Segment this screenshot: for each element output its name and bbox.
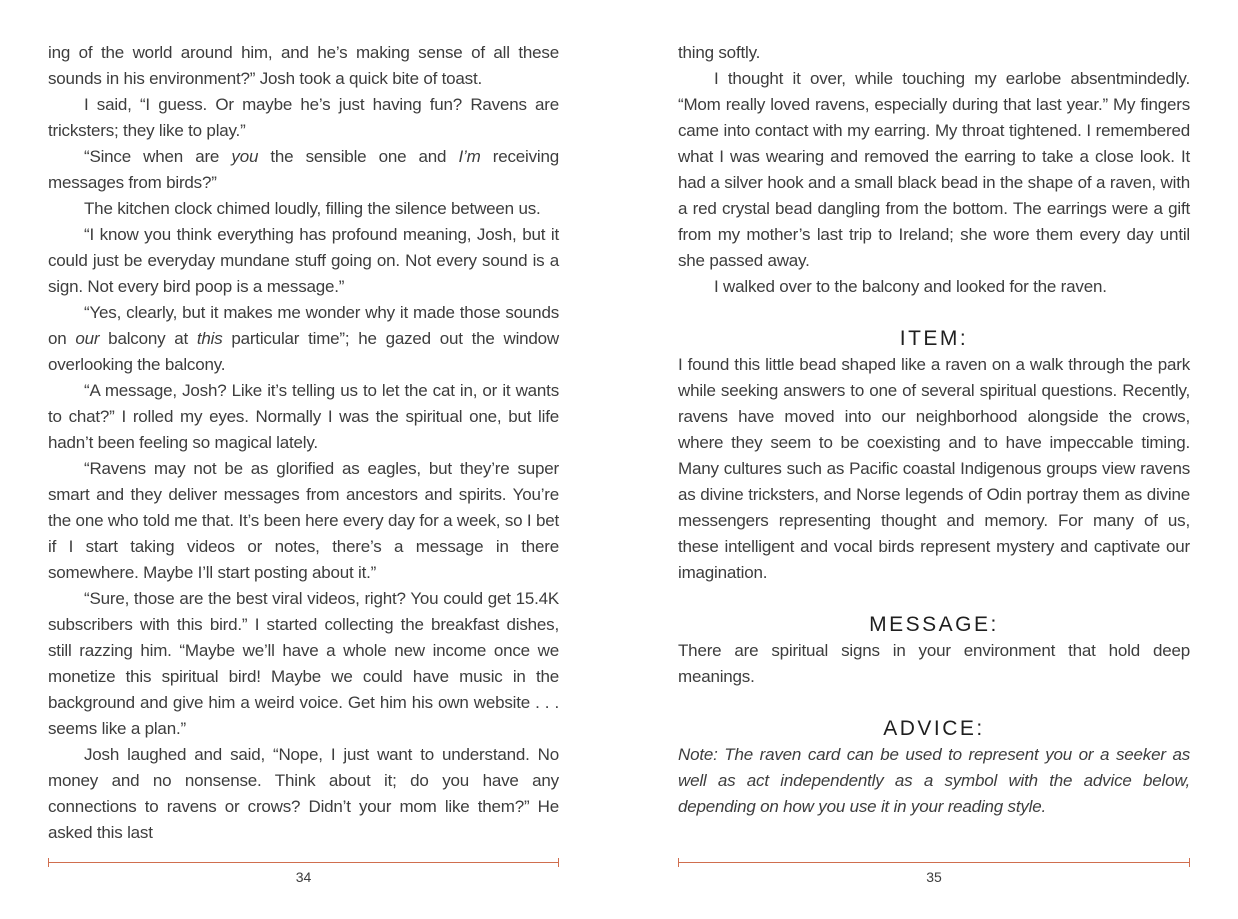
section-heading-advice: ADVICE: xyxy=(883,717,985,740)
page-left-footer xyxy=(48,862,559,886)
body-paragraph xyxy=(48,586,559,742)
body-paragraph xyxy=(48,300,559,378)
text-run: I thought it over, while touching my earlobe absentmindedly. “Mom really loved ravens, especially during that last year.” My fingers came into contact with my earring. My throat tightened. I remembered what I was wearing and removed the earring to take a close look. It had a silver hook and a small black bead in the shape of a raven, with a red crystal bead dangling from the bottom. The earrings were a gift from my mother’s last trip to Ireland; she wore them every day until she passed away. xyxy=(678,69,1190,270)
body-paragraph xyxy=(48,222,559,300)
footer-rule xyxy=(678,862,1190,863)
body-paragraph xyxy=(48,196,559,222)
text-run: I found this little bead shaped like a raven on a walk through the park while seeking answers to one of several spiritual questions. Recently, ravens have moved into our neighborhood alongside the crows, where they seem to be coexisting and to have impeccable timing. Many cultures such as Pacific coastal Indigenous groups view ravens as divine tricksters, and Norse legends of Odin portray them as divine messengers representing thought and memory. For many of us, these intelligent and vocal birds represent mystery and captivate our imagination. xyxy=(678,355,1190,582)
text-run: the sensible one and xyxy=(258,147,459,166)
text-run: “Yes, clearly, but it makes me wonder why it made those sounds on xyxy=(48,303,559,348)
body-paragraph xyxy=(678,742,1190,820)
emphasized-text: this xyxy=(196,329,223,348)
text-run: “Ravens may not be as glorified as eagles, but they’re super smart and they deliver messages from ancestors and spirits. You’re the one who told me that. It’s been here every day for a week, so I bet if I start taking videos or notes, there’s a message in there somewhere. Maybe I’ll start posting about it.” xyxy=(48,459,559,582)
text-run: receiving messages from birds?” xyxy=(48,147,560,192)
body-paragraph xyxy=(678,274,1190,300)
body-paragraph xyxy=(678,40,1190,66)
text-run: “A message, Josh? Like it’s telling us to let the cat in, or it wants to chat?” I rolled my eyes. Normally I was the spiritual one, but life hadn’t been feeling so magical lately. xyxy=(48,381,559,452)
emphasized-text: you xyxy=(231,147,259,166)
text-run: “Since when are xyxy=(84,147,232,166)
text-run: particular time”; he gazed out the window overlooking the balcony. xyxy=(48,329,559,374)
body-paragraph xyxy=(48,456,559,586)
text-run: “Sure, those are the best viral videos, right? You could get 15.4K subscribers with this bird.” I started collecting the breakfast dishes, still razzing him. “Maybe we’ll have a whole new income once we monetize this spiritual bird! Maybe we could have music in the background and give him a weird voice. Get him his own website . . . seems like a plan.” xyxy=(48,589,559,738)
body-paragraph xyxy=(678,352,1190,586)
body-paragraph xyxy=(678,66,1190,274)
body-paragraph xyxy=(48,92,559,144)
text-run: Josh laughed and said, “Nope, I just want to understand. No money and no nonsense. Think about it; do you have any connections to ravens or crows? Didn’t your mom like them?” He asked this last xyxy=(48,745,559,842)
body-paragraph xyxy=(48,742,559,846)
text-run: “I know you think everything has profound meaning, Josh, but it could just be everyday mundane stuff going on. Not every sound is a sign. Not every bird poop is a message.” xyxy=(48,225,559,296)
footer-rule xyxy=(48,862,559,863)
page-right-text-column xyxy=(678,40,1190,820)
body-paragraph xyxy=(678,638,1190,690)
page-number: 35 xyxy=(926,869,942,885)
text-run: The kitchen clock chimed loudly, filling the silence between us. xyxy=(84,199,541,218)
page-left-text-column xyxy=(48,40,559,846)
section-heading-message: MESSAGE: xyxy=(869,613,999,636)
text-run: balcony at xyxy=(99,329,197,348)
section-heading-item: ITEM: xyxy=(899,327,969,350)
text-run: thing softly. xyxy=(678,43,761,62)
page-right-footer xyxy=(678,862,1190,886)
text-run: ing of the world around him, and he’s making sense of all these sounds in his environment?” Josh took a quick bite of toast. xyxy=(48,43,559,88)
body-paragraph xyxy=(48,378,559,456)
text-run: There are spiritual signs in your environment that hold deep meanings. xyxy=(678,641,1190,686)
body-paragraph xyxy=(48,40,559,92)
body-paragraph xyxy=(48,144,559,196)
page-number: 34 xyxy=(295,869,312,885)
emphasized-text: I’m xyxy=(458,147,481,166)
text-run: I said, “I guess. Or maybe he’s just having fun? Ravens are tricksters; they like to play.” xyxy=(48,95,559,140)
text-run: I walked over to the balcony and looked for the raven. xyxy=(714,277,1107,296)
text-run: Note: The raven card can be used to represent you or a seeker as well as act independently as a symbol with the advice below, depending on how you use it in your reading style. xyxy=(678,745,1190,816)
emphasized-text: our xyxy=(75,329,100,348)
